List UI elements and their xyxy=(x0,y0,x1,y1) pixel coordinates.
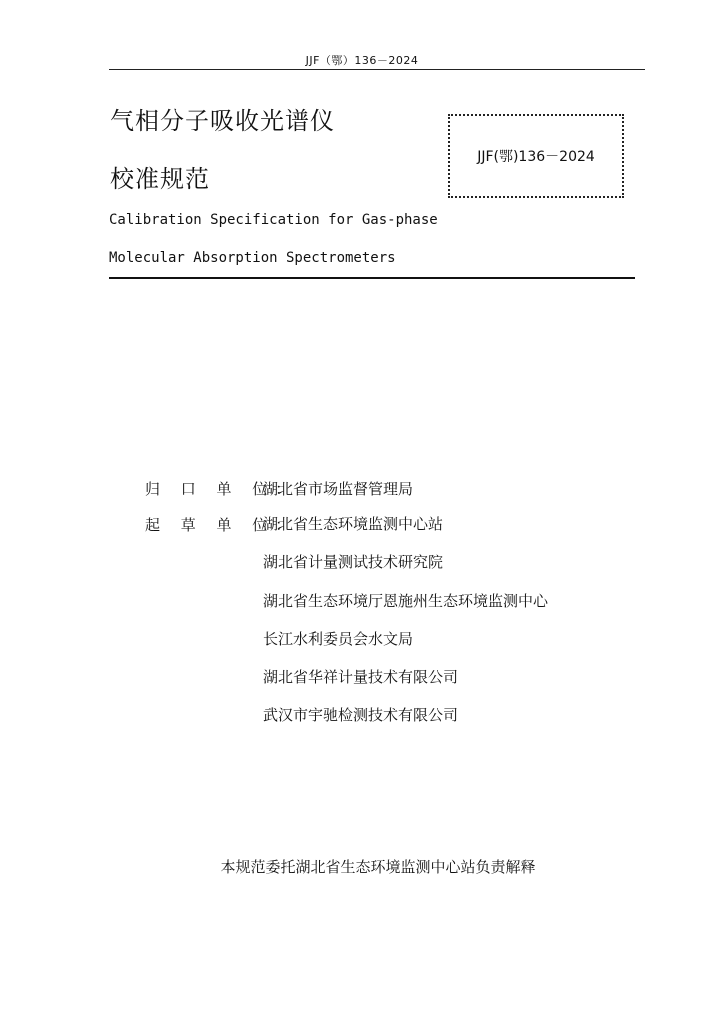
drafting-unit-row xyxy=(145,514,299,535)
responsible-unit-label: 归 口 单 位： xyxy=(145,480,299,498)
interpretation-note: 本规范委托湖北省生态环境监测中心站负责解释 xyxy=(220,858,536,876)
drafting-unit-list xyxy=(263,514,548,744)
drafting-unit-item: 湖北省生态环境监测中心站 xyxy=(263,515,444,533)
specification-code-box xyxy=(448,114,624,198)
responsible-unit-value: 湖北省市场监督管理局 xyxy=(263,480,414,498)
title-zh-line-1: 气相分子吸收光谱仪 xyxy=(110,107,335,135)
drafting-unit-label: 起 草 单 位： xyxy=(145,516,299,534)
responsible-unit-row xyxy=(145,478,414,499)
specification-code: JJF(鄂)136－2024 xyxy=(477,149,595,165)
drafting-unit-item: 长江水利委员会水文局 xyxy=(263,629,414,648)
title-divider xyxy=(109,277,635,279)
title-en-line-2: Molecular Absorption Spectrometers xyxy=(109,250,396,266)
drafting-unit-item: 湖北省生态环境厅恩施州生态环境监测中心 xyxy=(263,591,549,610)
title-zh-line-2: 校准规范 xyxy=(110,165,210,193)
header-divider xyxy=(109,69,645,70)
drafting-unit-item: 湖北省计量测试技术研究院 xyxy=(263,553,444,572)
drafting-unit-item: 武汉市宇驰检测技术有限公司 xyxy=(263,706,459,725)
drafting-unit-item: 湖北省华祥计量技术有限公司 xyxy=(263,668,459,687)
running-header-code: JJF（鄂）136－2024 xyxy=(305,54,419,67)
title-en-line-1: Calibration Specification for Gas-phase xyxy=(109,212,438,228)
